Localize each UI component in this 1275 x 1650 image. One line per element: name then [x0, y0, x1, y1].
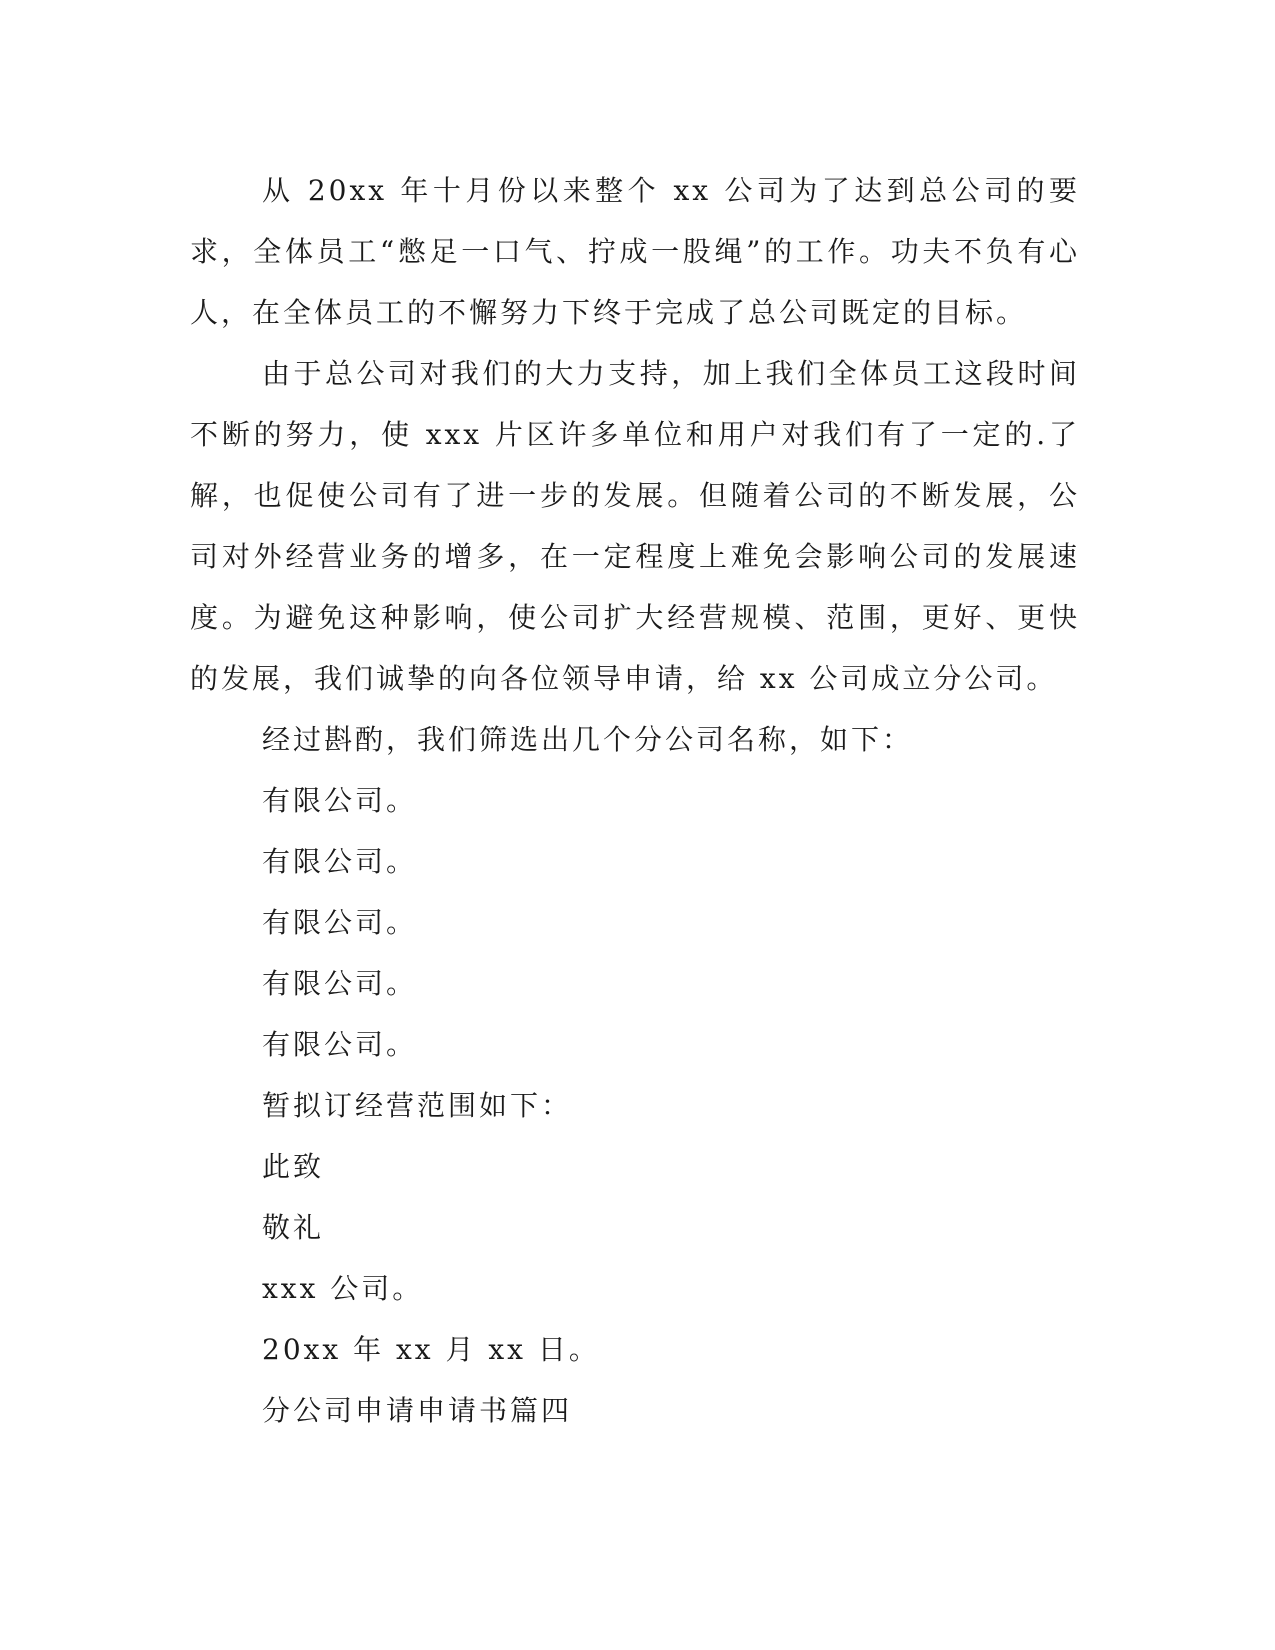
signature: xxx 公司。 [262, 1272, 424, 1305]
closing-salutation: 此致 [262, 1150, 325, 1183]
scope-intro: 暂拟订经营范围如下： [262, 1089, 573, 1122]
paragraph-2: 由于总公司对我们的大力支持，加上我们全体员工这段时间不断的努力，使 xxx 片区许多单位和用户对我们有了一定的.了解，也促使公司有了进一步的发展。但随着公司的不断发展，公司对外经营业务的增多，在一定程度上难免会影响公司的发展速度。为避免这种影响，使公司扩大经营规模、范围，更好、更快的发展，我们诚挚的向各位领导申请，给 xx 公司成立分公司。 [190, 357, 1080, 695]
closing-regards: 敬礼 [262, 1211, 325, 1244]
next-section-title: 分公司申请申请书篇四 [262, 1394, 573, 1427]
names-intro: 经过斟酌，我们筛选出几个分公司名称，如下： [262, 723, 914, 756]
company-name-2: 有限公司。 [262, 845, 418, 878]
document-body [190, 160, 1080, 1441]
company-name-4: 有限公司。 [262, 967, 418, 1000]
company-name-5: 有限公司。 [262, 1028, 418, 1061]
company-name-1: 有限公司。 [262, 784, 418, 817]
company-name-3: 有限公司。 [262, 906, 418, 939]
paragraph-1: 从 20xx 年十月份以来整个 xx 公司为了达到总公司的要求，全体员工“憋足一口气、拧成一股绳”的工作。功夫不负有心人，在全体员工的不懈努力下终于完成了总公司既定的目标。 [190, 174, 1080, 329]
date: 20xx 年 xx 月 xx 日。 [262, 1333, 600, 1366]
